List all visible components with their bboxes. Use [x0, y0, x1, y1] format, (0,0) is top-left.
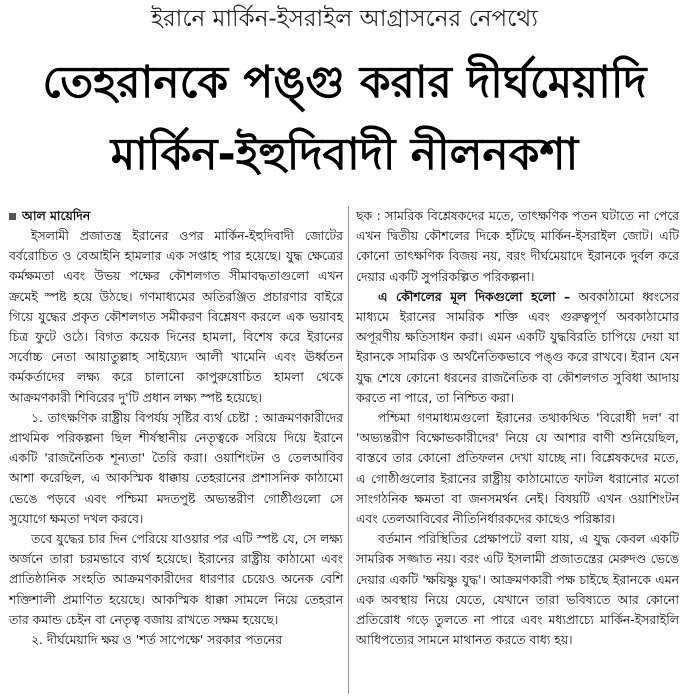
right-paragraph-2: পশ্চিমা গণমাধ্যমগুলো ইরানের তথাকথিত 'বিরোধী দল' বা 'অভ্যন্তরীণ বিক্ষোভকারীদের' নিয়ে যে আশার বাণী শুনিয়েছিল, বাস্তবে তার কোনো প্রতিফলন দেখা যাচ্ছে না। বিশ্লেষকদের মতে, এ গোষ্ঠীগুলোর ইরানের রাষ্ট্রীয় কাঠামোতে ফাটল ধরানোর মতো সাংগঠনিক ক্ষমতা বা জনসমর্থন নেই। বিষয়টি এখন ওয়াশিংটন এবং তেলআবিবের নীতিনির্ধারকদের কাছেও পরিষ্কার। [356, 410, 679, 527]
column-divider [348, 206, 349, 694]
kicker-line: ইরানে মার্কিন-ইসরাইল আগ্রাসনের নেপথ্যে [151, 6, 538, 32]
left-paragraph-4: ২. দীর্ঘমেয়াদি ক্ষয় ও 'শর্ত সাপেক্ষে' সরকার পতনের [31, 632, 283, 648]
right-paragraph-strategy [356, 287, 679, 408]
byline-square-icon [9, 213, 16, 220]
right-paragraph-intro: ছক : সামরিক বিশ্লেষকদের মতে, তাৎক্ষণিক পতন ঘটাতে না পেরে এখন দ্বিতীয় কৌশলের দিকে হাঁটছে মার্কিন-ইসরাইল জোট। এটি কোনো তাৎক্ষণিক বিজয় নয়, বরং দীর্ঘমেয়াদে ইরানকে দুর্বল করে দেয়ার একটি সুপরিকল্পিত পরিকল্পনা। [356, 208, 679, 284]
left-paragraph-3: তবে যুদ্ধের চার দিন পেরিয়ে যাওয়ার পর এটি স্পষ্ট যে, সে লক্ষ্য অর্জনে তারা চরমভাবে ব্যর্থ হয়েছে। ইরানের রাষ্ট্রীয় কাঠামো এবং প্রাতিষ্ঠানিক সংহতি আক্রমণকারীদের ধারণার চেয়েও অনেক বেশি শক্তিশালী প্রমাণিত হয়েছে। আকস্মিক ধাক্কা সামলে নিয়ে তেহরান তার কমান্ড চেইন বা নেতৃত্ব বজায় রাখতে সক্ষম হয়েছে। [9, 531, 343, 627]
byline [9, 206, 343, 226]
strategy-subhead: এ কৌশলের মূল দিকগুলো হলো – [378, 288, 571, 304]
left-paragraph-2: ১. তাৎক্ষণিক রাষ্ট্রীয় বিপর্যয় সৃষ্টির ব্যর্থ চেষ্টা : আক্রমণকারীদের প্রাথমিক পরিকল্পনা ছিল শীর্ষস্থানীয় নেতৃত্বকে সরিয়ে দিয়ে ইরানে একটি 'রাজনৈতিক শূন্যতা' তৈরি করা। ওয়াশিংটন ও তেলআবিব আশা করেছিল, এ আকস্মিক ধাক্কায় তেহরানের প্রশাসনিক কাঠামো ভেঙে পড়বে এবং পশ্চিমা মদতপুষ্ট অভ্যন্তরীণ গোষ্ঠীগুলো সে সুযোগে ক্ষমতা দখল করবে। [9, 409, 343, 526]
headline-line-2: মার্কিন-ইহুদিবাদী নীলনকশা [110, 129, 579, 180]
strategy-text: অবকাঠামো ধ্বংসের মাধ্যমে ইরানের সামরিক শক্তি এবং গুরুত্বপূর্ণ অবকাঠামোর অপূরণীয় ক্ষতিসাধন করা। এমন একটি যুদ্ধবিরতি চাপিয়ে দেয়া যা ইরানকে সামরিক ও অর্থনৈতিকভাবে পঙ্গু করে রাখবে। ইরান যেন যুদ্ধ শেষে কোনো ধরনের রাজনৈতিক বা কৌশলগত সুবিধা আদায় করতে না পারে, তা নিশ্চিত করা। [356, 288, 680, 405]
right-paragraph-3: বর্তমান পরিস্থিতির প্রেক্ষাপটে বলা যায়, এ যুদ্ধ কেবল একটি সামরিক সজ্জাত নয়। বরং এটি ইসলামী প্রজাতন্ত্রের মেরুদণ্ড ভেঙে দেয়ার একটি 'ক্ষয়িষ্ণু যুদ্ধ'। আক্রমণকারী পক্ষ চাইছে ইরানকে এমন এক অবস্থায় নিয়ে যেতে, যেখানে তারা ভবিষ্যতে আর কোনো প্রতিরোধ গড়ে তুলতে না পারে এবং মধ্যপ্রাচ্যে মার্কিন-ইসরাইলি আধিপত্যের সামনে মাথানত করতে বাধ্য হয়। [356, 531, 679, 648]
headline-line-1: তেহরানকে পঙ্গু করার দীর্ঘমেয়াদি [42, 57, 647, 108]
left-column [9, 206, 343, 650]
byline-text: আল মায়েদিন [22, 208, 91, 223]
left-paragraph-1: ইসলামী প্রজাতন্ত্র ইরানের ওপর মার্কিন-ইহুদিবাদী জোটের বর্বরোচিত ও বেআইনি হামলার এক সপ্তাহ পার হয়েছে। যুদ্ধ ক্ষেত্রের কর্মক্ষমতা এবং উভয় পক্ষের কৌশলগত সীমাবদ্ধতাগুলো এখন ক্রমেই স্পষ্ট হয়ে উঠছে। গণমাধ্যমের অতিরঞ্জিত প্রচারণার বাইরে গিয়ে যুদ্ধের প্রকৃত কৌশলগত সমীকরণ বিশ্লেষণ করলে এক ভয়াবহ চিত্র ফুটে ওঠে। বিগত কয়েক দিনের হামলা, বিশেষ করে ইরানের সর্বোচ্চ নেতা আয়াতুল্লাহ সাইয়্যেদ আলী খামেনি এবং ঊর্ধ্বতন কর্মকর্তাদের লক্ষ্য করে চালানো কাপুরুষোচিত হামলা থেকে আক্রমণকারী শিবিরের দু'টি প্রধান লক্ষ্য স্পষ্ট হয়েছে। [9, 228, 343, 405]
right-column [356, 206, 679, 650]
